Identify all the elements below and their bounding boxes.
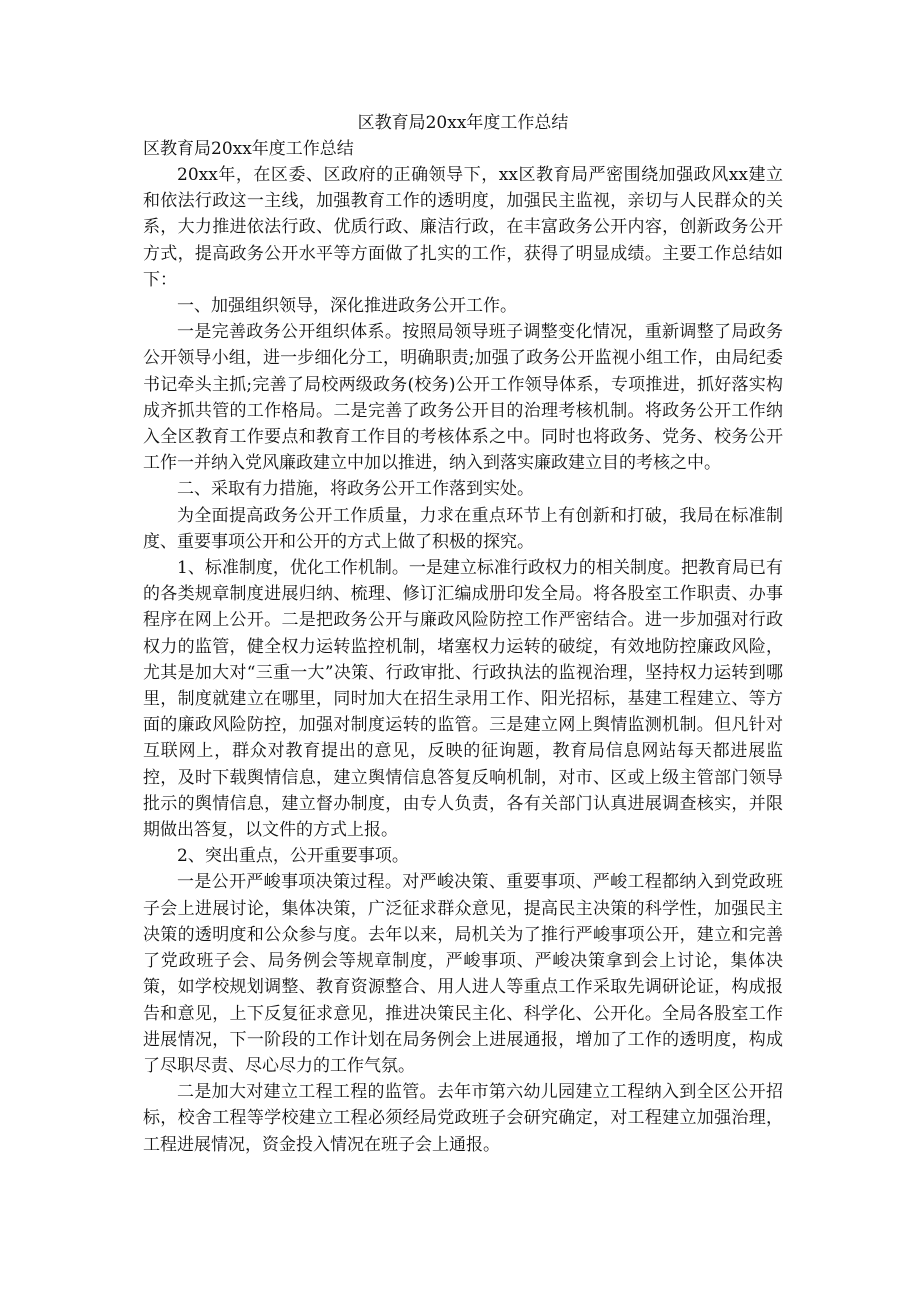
- paragraph-standard-system: 1、标准制度，优化工作机制。一是建立标准行政权力的相关制度。把教育局已有的各类规章制度进展归纳、梳理、修订汇编成册印发全局。将各股室工作职责、办事程序在网上公开。二是把政务公开与廉政风险防控工作严密结合。进一步加强对行政权力的监管，健全权力运转监控机制，堵塞权力运转的破绽，有效地防控廉政风险，尤其是加大对“三重一大”决策、行政审批、行政执法的监视治理，坚持权力运转到哪里，制度就建立在哪里，同时加大在招生录用工作、阳光招标，基建工程建立、等方面的廉政风险防控，加强对制度运转的监管。三是建立网上舆情监测机制。但凡针对互联网上，群众对教育提出的意见，反映的征询题，教育局信息网站每天都进展监控，及时下载舆情信息，建立舆情信息答复反响机制，对市、区或上级主管部门领导批示的舆情信息，建立督办制度，由专人负责，各有关部门认真进展调查核实，并限期做出答复，以文件的方式上报。: [143, 558, 783, 841]
- paragraph-decision-process: 一是公开严峻事项决策过程。对严峻决策、重要事项、严峻工程都纳入到党政班子会上进展讨论，集体决策，广泛征求群众意见，提高民主决策的科学性，加强民主决策的透明度和公众参与度。去年以来，局机关为了推行严峻事项公开，建立和完善了党政班子会、局务例会等规章制度，严峻事项、严峻决策拿到会上讨论，集体决策，如学校规划调整、教育资源整合、用人进人等重点工作采取先调研论证，构成报告和意见，上下反复征求意见，推进决策民主化、科学化、公开化。全局各股室工作进展情况，下一阶段的工作计划在局务例会上进展通报，增加了工作的透明度，构成了尽职尽责、尽心尽力的工作气氛。: [143, 872, 783, 1076]
- paragraph-project-supervision: 二是加大对建立工程工程的监管。去年市第六幼儿园建立工程纳入到全区公开招标，校舍工程等学校建立工程必须经局党政班子会研究确定，对工程建立加强治理，工程进展情况，资金投入情况在班子会上通报。: [143, 1082, 783, 1155]
- subsection-heading-2: 2、突出重点，公开重要事项。: [177, 846, 409, 867]
- paragraph-quality: 为全面提高政务公开工作质量，力求在重点环节上有创新和打破，我局在标准制度、重要事项公开和公开的方式上做了积极的探究。: [143, 505, 783, 552]
- document-title: 区教育局20xx年度工作总结: [357, 113, 569, 133]
- section-heading-2: 二、采取有力措施，将政务公开工作落到实处。: [177, 479, 534, 500]
- document-page: [143, 110, 783, 1158]
- paragraph-intro: 20xx年，在区委、区政府的正确领导下，xx区教育局严密围绕加强政风xx建立和依法行政这一主线，加强教育工作的透明度，加强民主监视，亲切与人民群众的关系，大力推进依法行政、优质行政、廉洁行政，在丰富政务公开内容，创新政务公开方式，提高政务公开水平等方面做了扎实的工作，获得了明显成绩。主要工作总结如下：: [143, 165, 783, 290]
- document-subtitle: 区教育局20xx年度工作总结: [143, 139, 354, 159]
- section-heading-1: 一、加强组织领导，深化推进政务公开工作。: [177, 296, 517, 317]
- paragraph-org-system: 一是完善政务公开组织体系。按照局领导班子调整变化情况，重新调整了局政务公开领导小组，进一步细化分工，明确职责;加强了政务公开监视小组工作，由局纪委书记牵头主抓;完善了局校两级政务(校务)公开工作领导体系，专项推进，抓好落实构成齐抓共管的工作格局。二是完善了政务公开目的治理考核机制。将政务公开工作纳入全区教育工作要点和教育工作目的考核体系之中。同时也将政务、党务、校务公开工作一并纳入党风廉政建立中加以推进，纳入到落实廉政建立目的考核之中。: [143, 322, 783, 474]
